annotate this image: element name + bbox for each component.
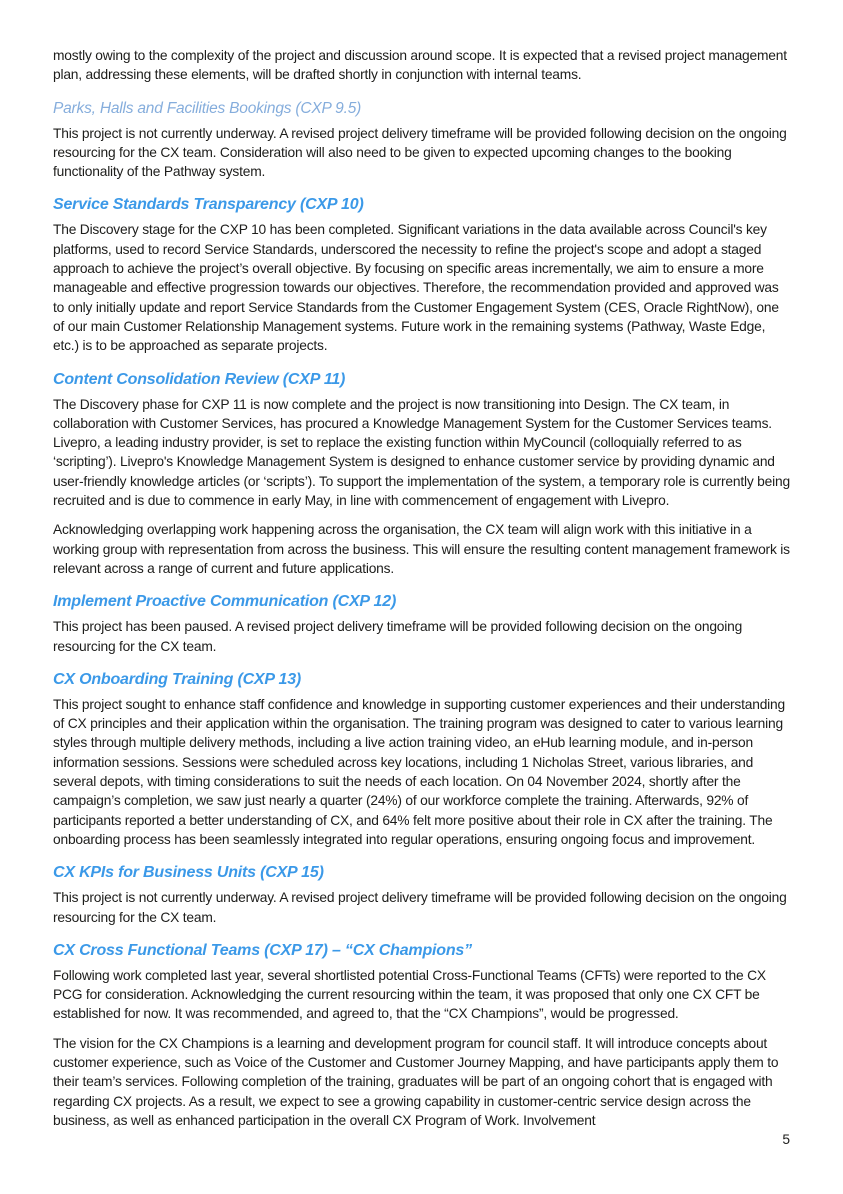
section-cxp-11 [53,370,791,579]
section-heading-cxp-9-5: Parks, Halls and Facilities Bookings (CXP 9.5) [53,99,362,117]
section-paragraph: The Discovery stage for the CXP 10 has been completed. Significant variations in the data available across Council's key platforms, used to record Service Standards, underscored the necessity to refine the project's scope and adopt a staged approach to achieve the project’s overall objective. By focusing on specific areas incrementally, we aim to ensure a more manageable and effective progression towards our objectives. Therefore, the recommendation provided and approved was to only initially update and report Service Standards from the Customer Engagement System (CES, Oracle RightNow), one of our main Customer Relationship Management systems. Future work in the remaining systems (Pathway, Waste Edge, etc.) is to be approached as separate projects. [53,222,779,354]
section-heading-cxp-13: CX Onboarding Training (CXP 13) [53,670,302,688]
section-cxp-13 [53,670,791,849]
section-paragraph: The Discovery phase for CXP 11 is now complete and the project is now transitioning into Design. The CX team, in collaboration with Customer Services, has procured a Knowledge Management System for the Customer Services teams. Livepro, a leading industry provider, is set to replace the existing function within MyCouncil (colloquially referred to as ‘scripting’). Livepro's Knowledge Management System is designed to enhance customer service by providing dynamic and user-friendly knowledge articles (or ‘scripts’). To support the implementation of the system, a temporary role is currently being recruited and is due to commence in early May, in line with commencement of engagement with Livepro. [53,396,790,509]
section-paragraph: This project is not currently underway. A revised project delivery timeframe will be provided following decision on the ongoing resourcing for the CX team. [53,890,787,925]
section-paragraph: Acknowledging overlapping work happening across the organisation, the CX team will align work with this initiative in a working group with representation from across the business. This will ensure the resulting content management framework is relevant across a range of current and future applications. [53,522,790,576]
section-heading-cxp-12: Implement Proactive Communication (CXP 12) [53,593,397,611]
section-heading-cxp-11: Content Consolidation Review (CXP 11) [53,370,346,388]
section-heading-cxp-10: Service Standards Transparency (CXP 10) [53,196,364,214]
section-paragraph: This project is not currently underway. A revised project delivery timeframe will be provided following decision on the ongoing resourcing for the CX team. Consideration will also need to be given to expected upcoming changes to the booking functionality of the Pathway system. [53,125,787,180]
section-cxp-12 [53,592,791,656]
page-number: 5 [782,1132,790,1147]
section-paragraph: This project sought to enhance staff confidence and knowledge in supporting customer experiences and their understanding of CX principles and their application within the organisation. The training program was designed to cater to various learning styles through multiple delivery methods, including a live action training video, an eHub learning module, and in-person information sessions. Sessions were scheduled across key locations, including 1 Nicholas Street, various libraries, and several depots, with timing considerations to suit the needs of each location. On 04 November 2024, shortly after the campaign’s completion, we saw just nearly a quarter (24%) of our workforce complete the training. Afterwards, 92% of participants reported a better understanding of CX, and 64% felt more positive about their role in CX after the training. The onboarding process has been seamlessly integrated into regular operations, ensuring ongoing focus and improvement. [53,696,785,847]
document-content [53,46,791,1140]
section-heading-cxp-17: CX Cross Functional Teams (CXP 17) – “CX Champions” [53,941,472,959]
section-cxp-10 [53,195,791,355]
intro-paragraph: mostly owing to the complexity of the project and discussion around scope. It is expected that a revised project management plan, addressing these elements, will be drafted shortly in conjunction with internal teams. [53,48,787,83]
section-paragraph: This project has been paused. A revised project delivery timeframe will be provided following decision on the ongoing resourcing for the CX team. [53,619,743,654]
section-cxp-17 [53,941,791,1130]
section-paragraph: The vision for the CX Champions is a learning and development program for council staff. It will introduce concepts about customer experience, such as Voice of the Customer and Customer Journey Mapping, and have participants apply them to their team’s services. Following completion of the training, graduates will be part of an ongoing cohort that is engaged with regarding CX projects. As a result, we expect to see a growing capability in customer-centric service design across the business, as well as enhanced participation in the overall CX Program of Work. Involvement [53,1035,779,1128]
section-cxp-15 [53,863,791,927]
section-paragraph: Following work completed last year, several shortlisted potential Cross-Functional Teams (CFTs) were reported to the CX PCG for consideration. Acknowledging the current resourcing within the team, it was proposed that only one CX CFT be established for now. It was recommended, and agreed to, that the “CX Champions”, would be progressed. [53,967,766,1022]
section-cxp-9-5 [53,99,791,182]
section-heading-cxp-15: CX KPIs for Business Units (CXP 15) [53,864,324,882]
